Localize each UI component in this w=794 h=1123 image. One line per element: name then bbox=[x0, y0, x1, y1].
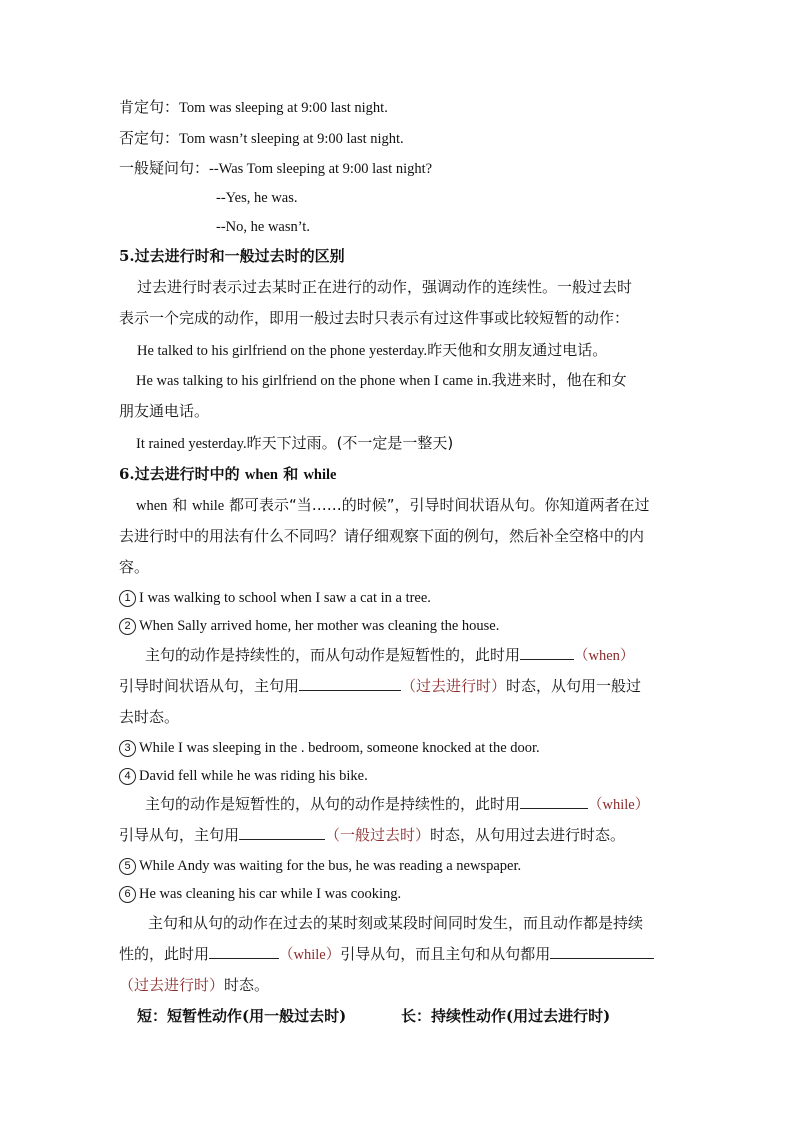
fill-blank[interactable] bbox=[239, 825, 325, 840]
answer-yes: --Yes, he was. bbox=[216, 190, 298, 206]
example-text: David fell while he was riding his bike. bbox=[139, 768, 368, 784]
intro-and: 和 bbox=[172, 496, 188, 514]
section6-heading-when: when bbox=[244, 467, 278, 483]
fill-blank[interactable] bbox=[520, 645, 574, 660]
question-text: --Was Tom sleeping at 9:00 last night? bbox=[209, 161, 433, 177]
negative-label: 否定句： bbox=[119, 129, 180, 147]
negative-line bbox=[119, 128, 404, 149]
rule1-text-a: 主句的动作是持续性的，而从句动作是短暂性的，此时用 bbox=[145, 646, 521, 664]
example-1-cn: 昨天他和女朋友通过电话。 bbox=[427, 341, 608, 359]
rule1-text-d: 去时态。 bbox=[119, 708, 180, 726]
example-text: While I was sleeping in the . bedroom, someone knocked at the door. bbox=[139, 740, 540, 756]
affirmative-label: 肯定句： bbox=[119, 98, 180, 116]
rule2-line-1 bbox=[145, 794, 649, 815]
example-item bbox=[119, 855, 521, 876]
example-text: While Andy was waiting for the bus, he was reading a newspaper. bbox=[139, 858, 522, 874]
example-text: He was cleaning his car while I was cooking. bbox=[139, 886, 402, 902]
answer-no: --No, he wasn’t. bbox=[216, 219, 310, 235]
summary-long: 长：持续性动作(用过去进行时) bbox=[401, 1007, 611, 1025]
fill-blank[interactable] bbox=[299, 676, 401, 691]
rule1-line-1 bbox=[145, 645, 634, 666]
rule3-answer-2: （过去进行时） bbox=[119, 976, 225, 994]
rule3-answer-1: （while） bbox=[279, 947, 341, 963]
section5-heading: 5.过去进行时和一般过去时的区别 bbox=[119, 247, 345, 265]
rule3-line-3 bbox=[119, 975, 269, 995]
example-3 bbox=[136, 433, 453, 454]
rule3-text-b: 性的，此时用 bbox=[119, 945, 210, 963]
example-3-cn: 昨天下过雨。(不一定是一整天) bbox=[246, 434, 454, 452]
section6-heading-and: 和 bbox=[283, 465, 299, 483]
example-item bbox=[119, 765, 368, 786]
affirmative-line bbox=[119, 97, 388, 118]
example-2 bbox=[136, 370, 627, 391]
question-line bbox=[119, 158, 432, 179]
example-item bbox=[119, 883, 401, 904]
fill-blank[interactable] bbox=[209, 944, 279, 959]
number-badge: 2 bbox=[119, 618, 136, 635]
section6-heading-while: while bbox=[303, 467, 337, 483]
example-2-cn-cont: 朋友通电话。 bbox=[119, 402, 210, 420]
section6-intro-3: 容。 bbox=[119, 558, 150, 576]
example-2-cn: 我进来时，他在和女 bbox=[491, 371, 627, 389]
section5-para-1: 过去进行时表示过去某时正在进行的动作，强调动作的连续性。一般过去时 bbox=[137, 278, 633, 296]
number-badge: 5 bbox=[119, 858, 136, 875]
intro-when: when bbox=[136, 498, 168, 514]
intro-while: while bbox=[192, 498, 225, 514]
fill-blank[interactable] bbox=[520, 794, 588, 809]
section6-intro-1 bbox=[136, 495, 650, 516]
rule1-answer-1: （when） bbox=[574, 648, 635, 664]
rule2-answer-1: （while） bbox=[588, 797, 650, 813]
number-badge: 3 bbox=[119, 740, 136, 757]
example-text: I was walking to school when I saw a cat in a tree. bbox=[139, 590, 431, 606]
number-badge: 1 bbox=[119, 590, 136, 607]
affirmative-text: Tom was sleeping at 9:00 last night. bbox=[179, 100, 388, 116]
example-item bbox=[119, 615, 499, 636]
section5-para-2: 表示一个完成的动作，即用一般过去时只表示有过这件事或比较短暂的动作： bbox=[119, 309, 630, 327]
rule1-text-b: 引导时间状语从句，主句用 bbox=[119, 677, 300, 695]
summary-short: 短：短暂性动作(用一般过去时) bbox=[137, 1007, 347, 1025]
number-badge: 6 bbox=[119, 886, 136, 903]
section6-heading bbox=[119, 464, 336, 485]
section6-intro-2: 去进行时中的用法有什么不同吗？请仔细观察下面的例句，然后补全空格中的内 bbox=[119, 527, 645, 545]
example-item bbox=[119, 587, 431, 608]
rule3-line-2 bbox=[119, 944, 654, 965]
negative-text: Tom wasn’t sleeping at 9:00 last night. bbox=[179, 131, 404, 147]
example-item bbox=[119, 737, 540, 758]
example-3-en: It rained yesterday. bbox=[136, 436, 247, 452]
rule1-answer-2: （过去进行时） bbox=[401, 677, 507, 695]
rule1-text-c: 时态，从句用一般过 bbox=[506, 677, 642, 695]
rule2-text-c: 时态，从句用过去进行时态。 bbox=[430, 826, 626, 844]
rule2-line-2 bbox=[119, 825, 625, 845]
fill-blank[interactable] bbox=[550, 944, 654, 959]
section6-heading-cn: 6.过去进行时中的 bbox=[119, 465, 240, 483]
rule3-text-c: 引导从句，而且主句和从句都用 bbox=[340, 945, 551, 963]
rule3-text-a: 主句和从句的动作在过去的某时刻或某段时间同时发生，而且动作都是持续 bbox=[148, 914, 644, 932]
intro-text-1: 都可表示“当……的时候”，引导时间状语从句。你知道两者在过 bbox=[229, 496, 650, 514]
number-badge: 4 bbox=[119, 768, 136, 785]
rule2-answer-2: （一般过去时） bbox=[325, 826, 431, 844]
example-1 bbox=[137, 340, 607, 361]
question-label: 一般疑问句： bbox=[119, 159, 210, 177]
example-1-en: He talked to his girlfriend on the phone yesterday. bbox=[137, 343, 428, 359]
rule2-text-a: 主句的动作是短暂性的，从句的动作是持续性的，此时用 bbox=[145, 795, 521, 813]
example-text: When Sally arrived home, her mother was cleaning the house. bbox=[139, 618, 500, 634]
rule1-line-2 bbox=[119, 676, 641, 696]
example-2-en: He was talking to his girlfriend on the phone when I came in. bbox=[136, 373, 492, 389]
rule3-text-d: 时态。 bbox=[224, 976, 270, 994]
rule2-text-b: 引导从句，主句用 bbox=[119, 826, 240, 844]
